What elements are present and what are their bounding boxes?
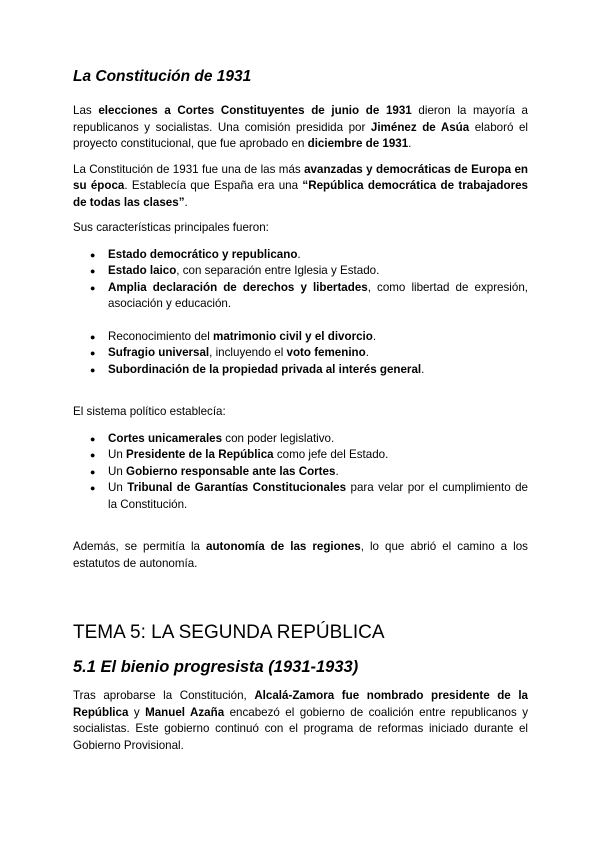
list-item: ● Un Gobierno responsable ante las Cortes. [73,464,528,481]
paragraph-elecciones: Las elecciones a Cortes Constituyentes de junio de 1931 dieron la mayoría a republicanos y socialistas. Una comisión presidida por Jiménez de Asúa elaboró el proyecto constitucional, que fue aprobado en diciembre de 1931. [73,104,529,150]
bullet-icon: ● [90,364,96,375]
chapter-title: TEMA 5: LA SEGUNDA REPÚBLICA [73,622,385,643]
list-item: ● Reconocimiento del matrimonio civil y el divorcio. [73,329,528,346]
paragraph-caracteristicas: Sus características principales fueron: [73,221,269,234]
list-item: ● Estado democrático y republicano. [73,247,528,264]
section-title-bienio: 5.1 El bienio progresista (1931-1933) [73,658,359,676]
list-item: ● Estado laico, con separación entre Iglesia y Estado. [73,263,528,280]
list-item: ● Un Presidente de la República como jefe del Estado. [73,447,528,464]
paragraph-autonomia: Además, se permitía la autonomía de las regiones, lo que abrió el camino a los estatutos de autonomía. [73,540,528,570]
bullet-icon: ● [90,331,96,342]
list-item: ● Subordinación de la propiedad privada al interés general. [73,362,528,379]
bullet-icon: ● [90,433,96,444]
bullet-icon: ● [90,450,96,460]
list-item: ● Un Tribunal de Garantías Constitucionales para velar por el cumplimiento de la Constitución. [90,481,528,511]
list-caracteristicas [73,247,528,313]
bullet-icon: ● [90,348,96,358]
paragraph-sistema-politico: El sistema político establecía: [73,405,226,418]
list-item: ● Cortes unicamerales con poder legislativo. [73,431,528,448]
bullet-icon: ● [90,266,96,276]
section-title-constitucion: La Constitución de 1931 [73,68,252,85]
list-derechos [73,329,528,379]
bullet-icon: ● [90,249,96,260]
list-item: ● Amplia declaración de derechos y libertades, como libertad de expresión, asociación y educación. [90,280,528,310]
paragraph-bienio: Tras aprobarse la Constitución, Alcalá-Zamora fue nombrado presidente de la República y Manuel Azaña encabezó el gobierno de coalición entre republicanos y socialistas. Este gobierno continuó con el programa de reformas iniciado durante el Gobierno Provisional. [73,689,528,752]
bullet-icon: ● [90,282,96,293]
list-item: ● Sufragio universal, incluyendo el voto femenino. [73,345,528,362]
document-content [73,66,528,754]
paragraph-constitucion: La Constitución de 1931 fue una de las más avanzadas y democráticas de Europa en su época. Establecía que España era una “República democrática de trabajadores de todas las clases”. [73,162,528,209]
list-sistema-politico [73,431,528,514]
bullet-icon: ● [90,483,96,493]
bullet-icon: ● [90,466,96,477]
